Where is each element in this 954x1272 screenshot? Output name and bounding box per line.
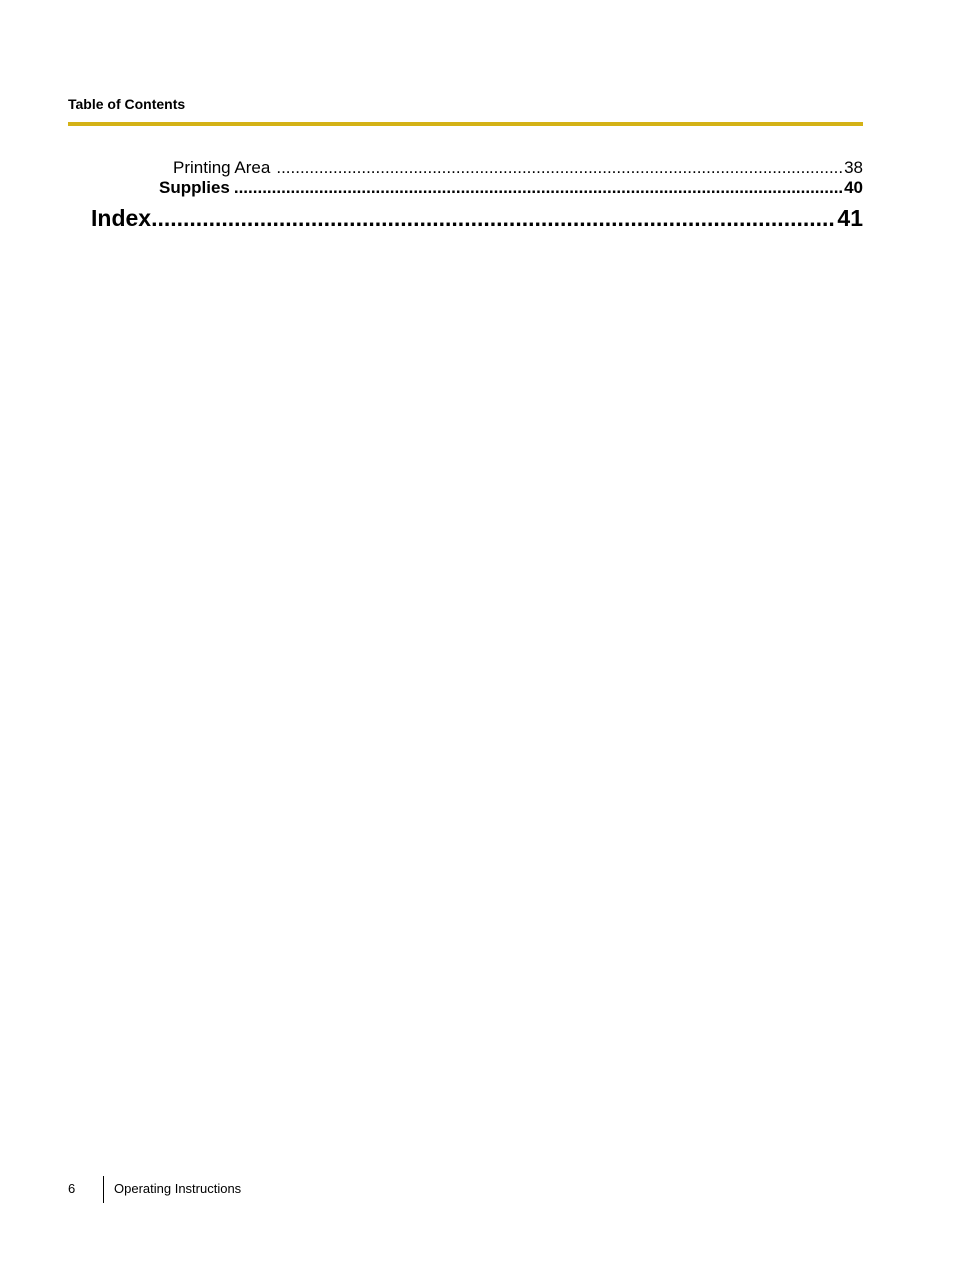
toc-entry-index[interactable] — [91, 203, 863, 233]
footer-document-label: Operating Instructions — [114, 1181, 242, 1196]
toc-dot-leader — [151, 203, 835, 233]
toc-entry-page: 40 — [844, 178, 863, 197]
toc-entry-title: Supplies — [159, 178, 230, 197]
toc-entry-page: 38 — [844, 158, 863, 177]
toc-entry-title: Index — [91, 205, 152, 231]
header-rule — [68, 122, 863, 126]
toc-entry-page: 41 — [837, 205, 863, 231]
toc-entry-printing-area[interactable] — [173, 157, 863, 179]
toc-dot-leader — [276, 157, 842, 179]
toc-entry-title: Printing Area — [173, 158, 271, 177]
section-title: Table of Contents — [68, 96, 186, 112]
toc-entry-supplies[interactable] — [159, 177, 863, 199]
toc-dot-leader — [234, 177, 842, 199]
footer-divider — [103, 1176, 104, 1203]
footer-page-number: 6 — [68, 1181, 76, 1196]
